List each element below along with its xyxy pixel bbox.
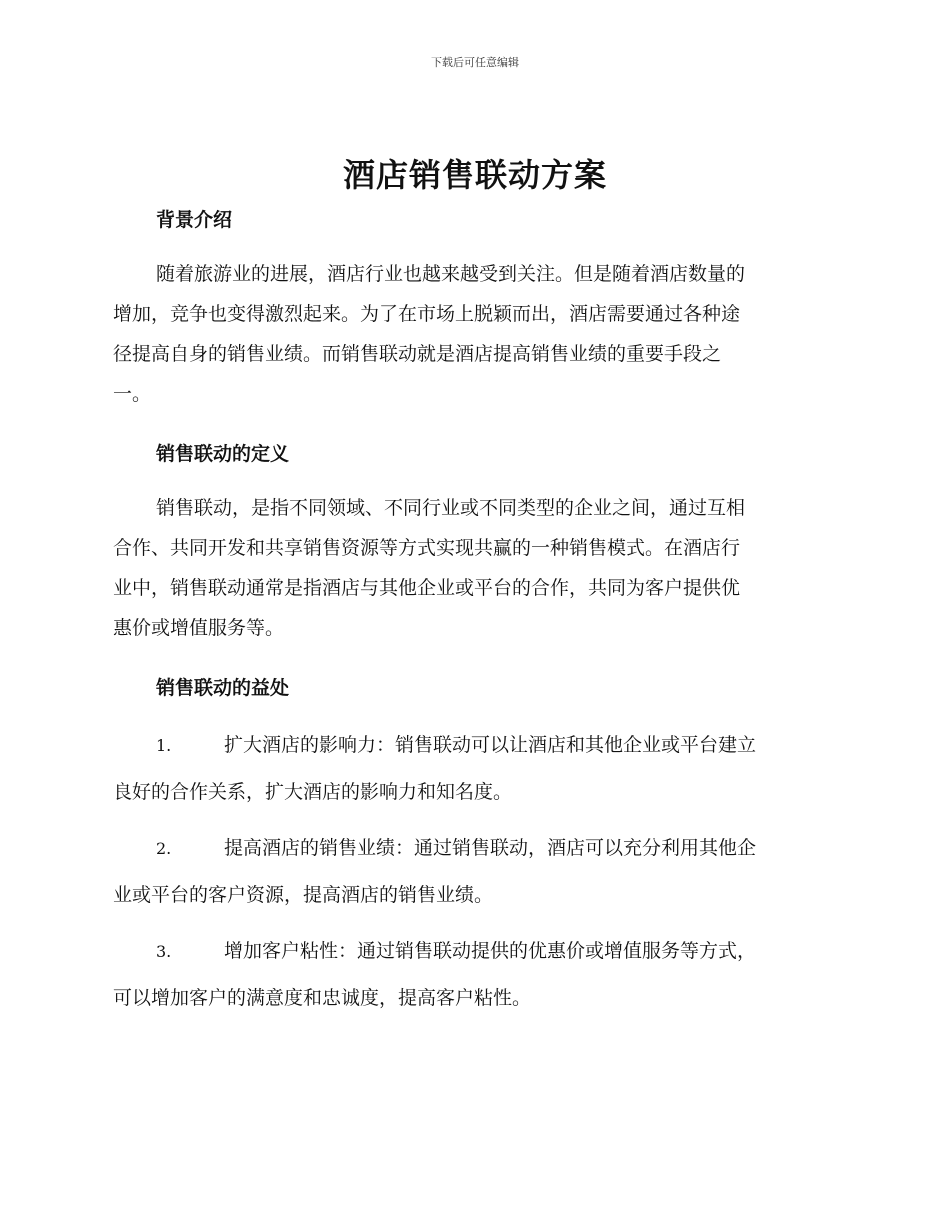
document-body xyxy=(113,200,831,1021)
list-item-number: 1. xyxy=(156,736,172,755)
benefits-list xyxy=(113,722,831,1021)
paragraph-line: 径提高自身的销售业绩。而销售联动就是酒店提高销售业绩的重要手段之 xyxy=(113,343,722,365)
page-title: 酒店销售联动方案 xyxy=(342,156,607,194)
list-item-text: 提高酒店的销售业绩：通过销售联动，酒店可以充分利用其他企 xyxy=(224,837,757,859)
paragraph-line: 一。 xyxy=(113,383,152,405)
list-item xyxy=(113,825,831,918)
section-heading-definition: 销售联动的定义 xyxy=(156,443,290,465)
paragraph-line: 合作、共同开发和共享销售资源等方式实现共赢的一种销售模式。在酒店行 xyxy=(113,537,741,559)
paragraph-line: 销售联动，是指不同领域、不同行业或不同类型的企业之间，通过互相 xyxy=(156,497,746,519)
header-note: 下载后可任意编辑 xyxy=(431,56,519,69)
list-item xyxy=(113,928,831,1021)
section-heading-benefits: 销售联动的益处 xyxy=(156,677,290,699)
paragraph-line: 业中，销售联动通常是指酒店与其他企业或平台的合作，共同为客户提供优 xyxy=(113,577,741,599)
paragraph-line: 增加，竞争也变得激烈起来。为了在市场上脱颖而出，酒店需要通过各种途 xyxy=(113,303,741,325)
list-item xyxy=(113,722,831,815)
list-item-continuation: 良好的合作关系，扩大酒店的影响力和知名度。 xyxy=(113,781,513,803)
list-item-number: 2. xyxy=(156,839,172,858)
section-heading-background: 背景介绍 xyxy=(156,209,233,231)
list-item-number: 3. xyxy=(156,942,172,961)
list-item-text: 扩大酒店的影响力：销售联动可以让酒店和其他企业或平台建立 xyxy=(224,734,757,756)
list-item-continuation: 业或平台的客户资源，提高酒店的销售业绩。 xyxy=(113,884,494,906)
paragraph-background xyxy=(113,254,831,414)
paragraph-line: 随着旅游业的进展，酒店行业也越来越受到关注。但是随着酒店数量的 xyxy=(156,263,746,285)
paragraph-line: 惠价或增值服务等。 xyxy=(113,617,285,639)
list-item-continuation: 可以增加客户的满意度和忠诚度，提高客户粘性。 xyxy=(113,987,532,1009)
paragraph-definition xyxy=(113,488,831,648)
list-item-text: 增加客户粘性：通过销售联动提供的优惠价或增值服务等方式， xyxy=(224,940,757,962)
